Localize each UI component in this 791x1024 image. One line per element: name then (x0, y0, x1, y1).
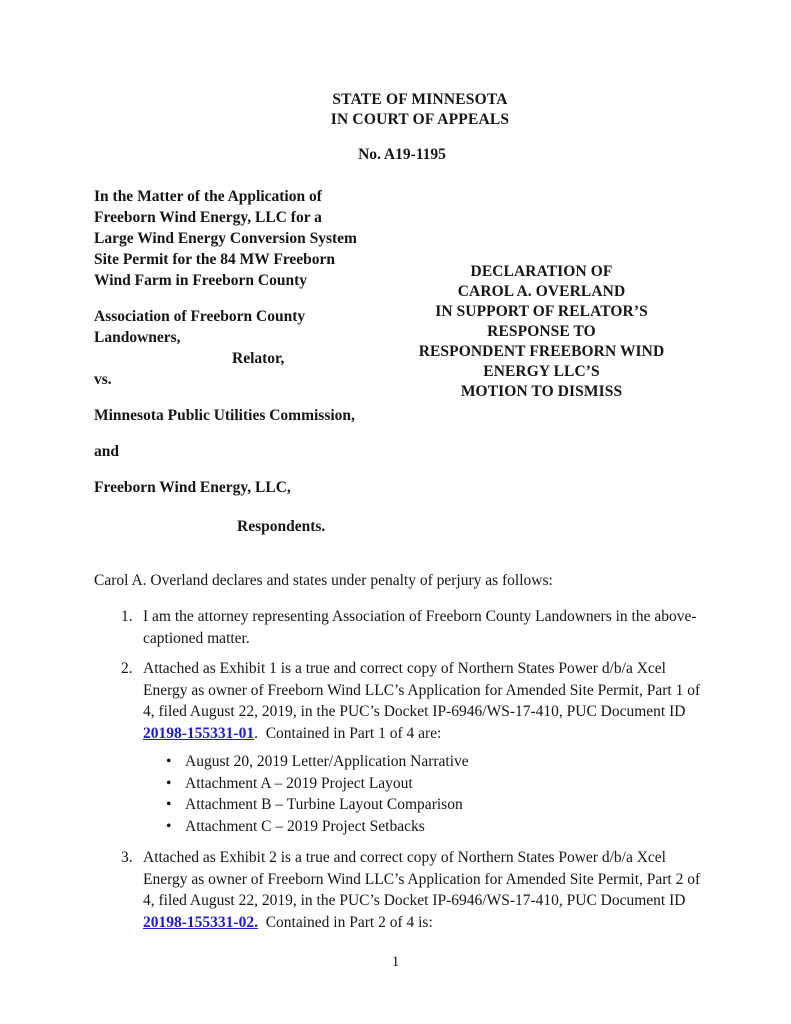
relator-name-line: Landowners, (94, 329, 181, 346)
list-item (94, 816, 694, 838)
page-number: 1 (391, 954, 400, 970)
court-state-line: STATE OF MINNESOTA (332, 91, 508, 108)
puc-document-id-link-1[interactable]: 20198-155331-01 (143, 724, 255, 742)
bullet-icon: • (166, 753, 172, 770)
bullet-text: Attachment B – Turbine Layout Comparison (185, 796, 463, 813)
relator-name (94, 306, 414, 348)
document-title-line: MOTION TO DISMISS (460, 383, 623, 400)
conjunction-label: and (94, 443, 119, 460)
declaration-item-3 (94, 847, 712, 933)
item-text-after-link: Contained in Part 2 of 4 is: (257, 913, 433, 931)
bullet-icon: • (166, 774, 172, 792)
declaration-intro: Carol A. Overland declares and states under penalty of perjury as follows: (94, 572, 553, 589)
court-header (50, 90, 790, 130)
item-text: I am the attorney representing Association of Freeborn County Landowners in the above-captioned matter. (143, 608, 697, 647)
case-caption (94, 186, 414, 537)
bullet-text: Attachment A – 2019 Project Layout (185, 774, 413, 792)
list-item (94, 773, 694, 795)
respondent-name-puc: Minnesota Public Utilities Commission, (94, 407, 355, 424)
matter-line: Site Permit for the 84 MW Freeborn (94, 251, 336, 268)
relator-role-label: Relator, (232, 350, 285, 367)
respondents-role-label: Respondents. (237, 518, 326, 535)
item-text (143, 847, 712, 933)
exhibit-1-contents-list (94, 751, 694, 837)
document-title-line: RESPONDENT FREEBORN WIND (418, 343, 665, 360)
matter-line: Freeborn Wind Energy, LLC for a (94, 209, 322, 226)
declaration-item-2 (94, 658, 712, 744)
item-text (143, 658, 712, 744)
document-title-line: CAROL A. OVERLAND (457, 283, 626, 300)
item-number: 3. (121, 849, 133, 866)
matter-description (94, 186, 414, 291)
matter-line: Wind Farm in Freeborn County (94, 272, 307, 289)
matter-line: Large Wind Energy Conversion System (94, 230, 357, 247)
relator-name-line: Association of Freeborn County (94, 308, 306, 325)
declaration-item-1 (94, 606, 712, 649)
puc-document-id-link-2[interactable]: 20198-155331-02. (143, 913, 258, 931)
document-title-line: ENERGY LLC’S (483, 363, 600, 380)
versus-label: vs. (94, 371, 112, 388)
document-title-line: DECLARATION OF (470, 263, 613, 280)
document-title (399, 262, 684, 402)
document-title-line: IN SUPPORT OF RELATOR’S (435, 303, 648, 320)
list-item (94, 751, 694, 773)
item-number: 2. (121, 660, 133, 677)
bullet-icon: • (166, 817, 172, 835)
item-text-before-link: Attached as Exhibit 2 is a true and correct copy of Northern States Power d/b/a Xcel Energy as owner of Freeborn Wind LLC’s Application for Amended Site Permit, Part 2 of 4, filed August 22, 2019, in the PUC’s Docket IP-6946/WS-17-410, PUC Document ID (143, 849, 701, 909)
matter-line: In the Matter of the Application of (94, 188, 322, 205)
court-name-line: IN COURT OF APPEALS (330, 111, 510, 128)
item-number: 1. (121, 608, 133, 625)
respondent-name-freeborn: Freeborn Wind Energy, LLC, (94, 479, 291, 496)
document-title-line: RESPONSE TO (487, 323, 596, 340)
bullet-icon: • (166, 796, 172, 813)
item-text-after-link: . Contained in Part 1 of 4 are: (254, 724, 442, 742)
bullet-text: Attachment C – 2019 Project Setbacks (185, 817, 425, 835)
bullet-text: August 20, 2019 Letter/Application Narrative (185, 753, 469, 770)
list-item (94, 794, 694, 816)
item-text-before-link: Attached as Exhibit 1 is a true and correct copy of Northern States Power d/b/a Xcel Energy as owner of Freeborn Wind LLC’s Application for Amended Site Permit, Part 1 of 4, filed August 22, 2019, in the PUC’s Docket IP-6946/WS-17-410, PUC Document ID (143, 660, 701, 720)
case-number: No. A19-1195 (358, 146, 446, 163)
